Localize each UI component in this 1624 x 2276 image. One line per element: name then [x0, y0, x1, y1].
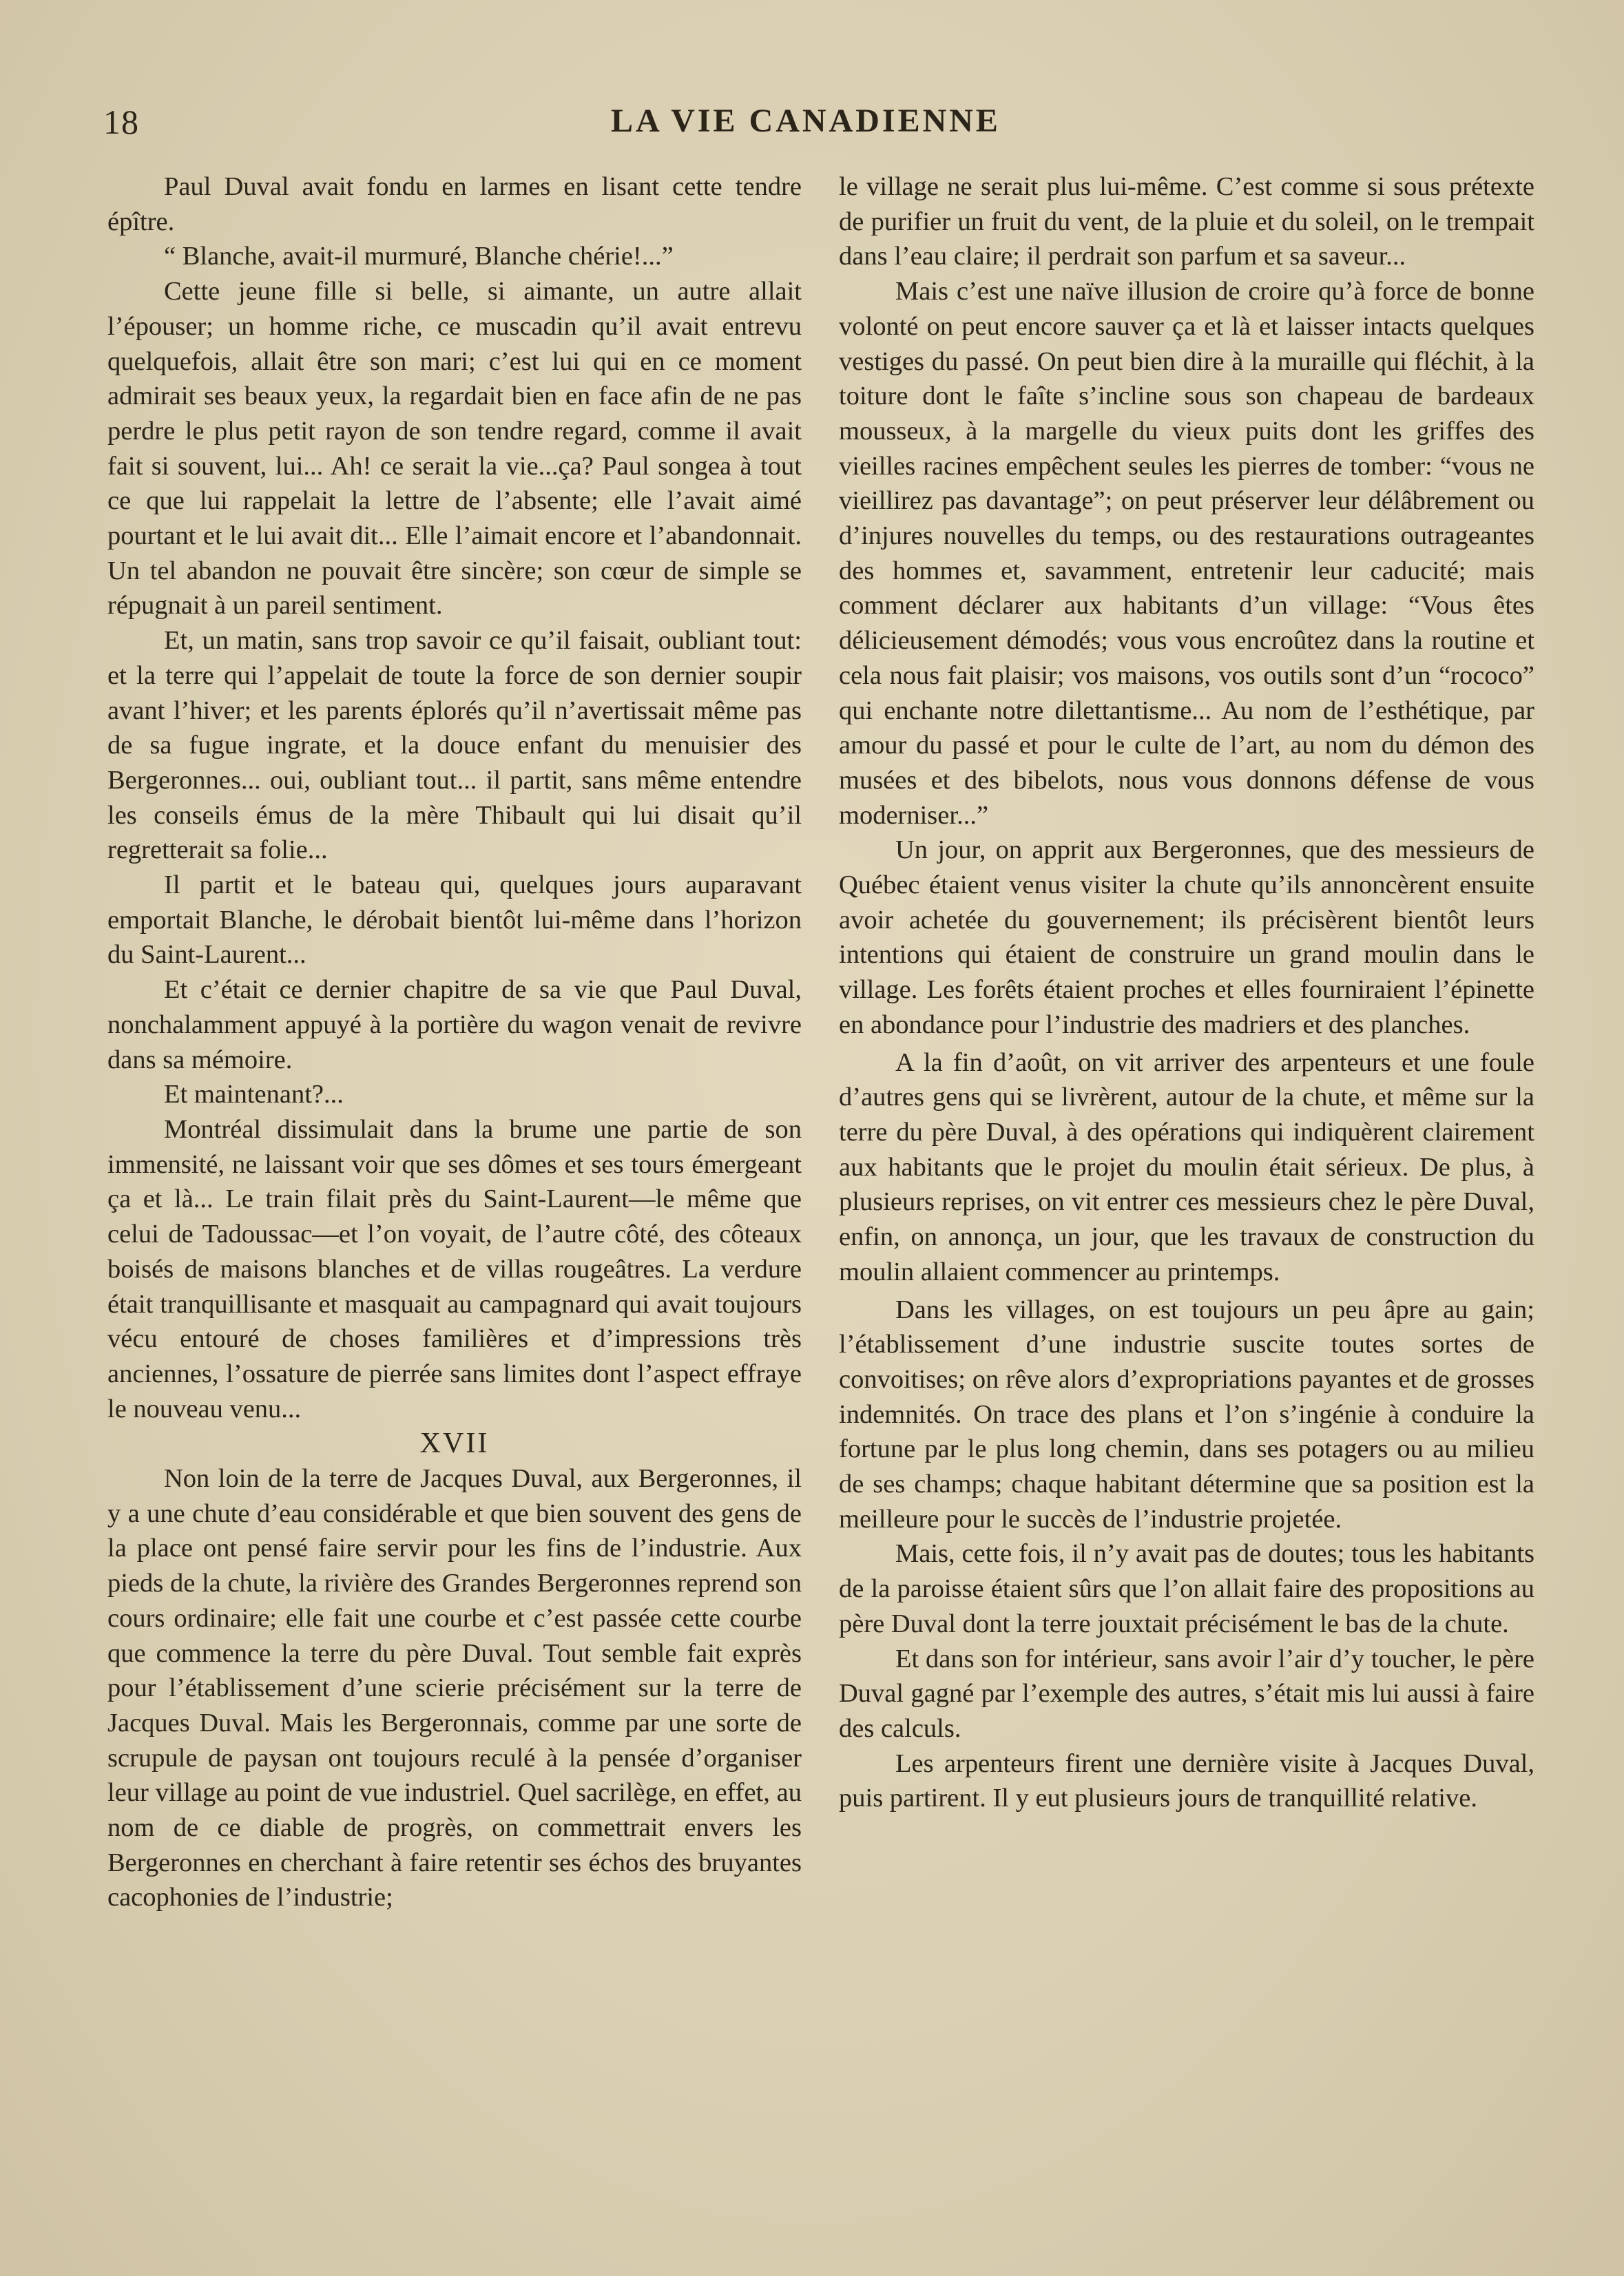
page-header: [103, 102, 1508, 157]
paragraph: Dans les villages, on est toujours un peu âpre au gain; l’établissement d’une industrie suscite toutes sortes de convoitises; on rêve alors d’expropriations payantes et de grosses indemnités. On trace des plans et l’on s’ingénie à conduire la fortune par le plus long chemin, dans ses potagers ou au milieu de ses champs; chaque habitant détermine que sa position est la meilleure pour le succès de l’industrie projetée.: [839, 1295, 1534, 1534]
paragraph: Un jour, on apprit aux Bergeronnes, que des messieurs de Québec étaient venus visiter la chute qu’ils annoncèrent ensuite avoir achetée du gouvernement; ils précisèrent bientôt leurs intentions qui étaient de construire un grand moulin dans le village. Les forêts étaient proches et elles fourniraient l’épinette en abondance pour l’industrie des madriers et des planches.: [839, 835, 1534, 1039]
left-column: [107, 169, 802, 1915]
paragraph: Et, un matin, sans trop savoir ce qu’il faisait, oubliant tout: et la terre qui l’appelait de toute la force de son dernier soupir avant l’hiver; et les parents éplorés qu’il n’avertissait même pas de sa fugue ingrate, et la douce enfant du menuisier des Bergeronnes... oui, oubliant tout... il partit, sans même entendre les conseils émus de la mère Thibault qui lui disait qu’il regretterait sa folie...: [107, 626, 802, 865]
paragraph: Paul Duval avait fondu en larmes en lisant cette tendre épître.: [107, 172, 802, 236]
paragraph: Les arpenteurs firent une dernière visite à Jacques Duval, puis partirent. Il y eut plusieurs jours de tranquillité relative.: [839, 1748, 1534, 1813]
paragraph: Et maintenant?...: [164, 1080, 344, 1109]
running-title: LA VIE CANADIENNE: [611, 103, 1001, 139]
page-number: 18: [103, 103, 139, 141]
paragraph-continued: le village ne serait plus lui-même. C’est comme si sous prétexte de purifier un fruit du vent, de la pluie et du soleil, on le trempait dans l’eau claire; il perdrait son parfum et sa saveur...: [839, 172, 1534, 271]
paragraph: Mais, cette fois, il n’y avait pas de doutes; tous les habitants de la paroisse étaient sûrs que l’on allait faire des propositions au père Duval dont la terre jouxtait précisément le bas de la chute.: [839, 1539, 1534, 1638]
paragraph: Montréal dissimulait dans la brume une partie de son immensité, ne laissant voir que ses dômes et ses tours émergeant ça et là... Le train filait près du Saint-Laurent—le même que celui de Tadoussac—et l’on voyait, de l’autre côté, des côteaux boisés de maisons blanches et de villas rougeâtres. La verdure était tranquillisante et masquait au campagnard qui avait toujours vécu entouré de choses familières et d’impressions très anciennes, l’ossature de pierrée sans limites dont l’aspect effraye le nouveau venu...: [107, 1114, 802, 1423]
section-heading: XVII: [419, 1428, 490, 1460]
paragraph: Mais c’est une naïve illusion de croire qu’à force de bonne volonté on peut encore sauver ça et là et laisser intacts quelques vestiges du passé. On peut bien dire à la muraille qui fléchit, à la toiture dont le faîte s’incline sous son chapeau de bardeaux mousseux, à la margelle du vieux puits dont les griffes des vieilles racines empêchent seules les pierres de tomber: “vous ne vieillirez pas davantage”; on peut préserver leur délâbrement ou d’injures nouvelles du temps, ou des restaurations outrageantes des hommes et, savamment, entretenir leur caducité; mais comment déclarer aux habitants d’un village: “Vous êtes délicieusement démodés; vous vous encroûtez dans la routine et cela nous fait plaisir; vos maisons, vos outils sont d’un “rococo” qui enchante notre dilettantisme... Au nom de l’esthétique, par amour du passé et pour le culte de l’art, au nom du démon des musées et des bibelots, nous vous donnons défense de vous moderniser...”: [839, 277, 1534, 830]
paragraph: Non loin de la terre de Jacques Duval, aux Bergeronnes, il y a une chute d’eau considérable et que bien souvent des gens de la place ont pensé faire servir pour les fins de l’industrie. Aux pieds de la chute, la rivière des Grandes Bergeronnes reprend son cours ordinaire; elle fait une courbe et c’est passée cette courbe que commence la terre du père Duval. Tout semble fait exprès pour l’établissement d’une scierie précisément sur la terre de Jacques Duval. Mais les Bergeronnais, comme par une sorte de scrupule de paysan ont toujours reculé à la pensée d’organiser leur village au point de vue industriel. Quel sacrilège, en effet, au nom de ce diable de progrès, on commettrait envers les Bergeronnes en cherchant à faire retentir ses échos des bruyantes cacophonies de l’industrie;: [107, 1464, 802, 1912]
paragraph: A la fin d’août, on vit arriver des arpenteurs et une foule d’autres gens qui se livrèrent, autour de la chute, et même sur la terre du père Duval, à des opérations qui indiquèrent clairement aux habitants que le projet du moulin était sérieux. De plus, à plusieurs reprises, on vit entrer ces messieurs chez le père Duval, enfin, on annonça, un jour, que les travaux de construction du moulin allaient commencer au printemps.: [839, 1047, 1534, 1286]
right-column: [839, 169, 1534, 1816]
paragraph: Et c’était ce dernier chapitre de sa vie que Paul Duval, nonchalamment appuyé à la portière du wagon venait de revivre dans sa mémoire.: [107, 975, 802, 1074]
paragraph: “ Blanche, avait-il murmuré, Blanche chérie!...”: [164, 242, 674, 271]
paragraph: Cette jeune fille si belle, si aimante, un autre allait l’épouser; un homme riche, ce muscadin qu’il avait entrevu quelquefois, allait être son mari; c’est lui qui en ce moment admirait ses beaux yeux, la regardait bien en face afin de ne pas perdre le plus petit rayon de son tendre regard, comme il avait fait si souvent, lui... Ah! ce serait la vie...ça? Paul songea à tout ce que lui rappelait la lettre de l’absente; elle l’avait aimé pourtant et le lui avait dit... Elle l’aimait encore et l’abandonnait. Un tel abandon ne pouvait être sincère; son cœur de simple se répugnait à un pareil sentiment.: [107, 277, 802, 620]
paragraph: Et dans son for intérieur, sans avoir l’air d’y toucher, le père Duval gagné par l’exemple des autres, s’était mis lui aussi à faire des calculs.: [839, 1644, 1534, 1743]
paragraph: Il partit et le bateau qui, quelques jours auparavant emportait Blanche, le dérobait bientôt lui-même dans l’horizon du Saint-Laurent...: [107, 870, 802, 970]
